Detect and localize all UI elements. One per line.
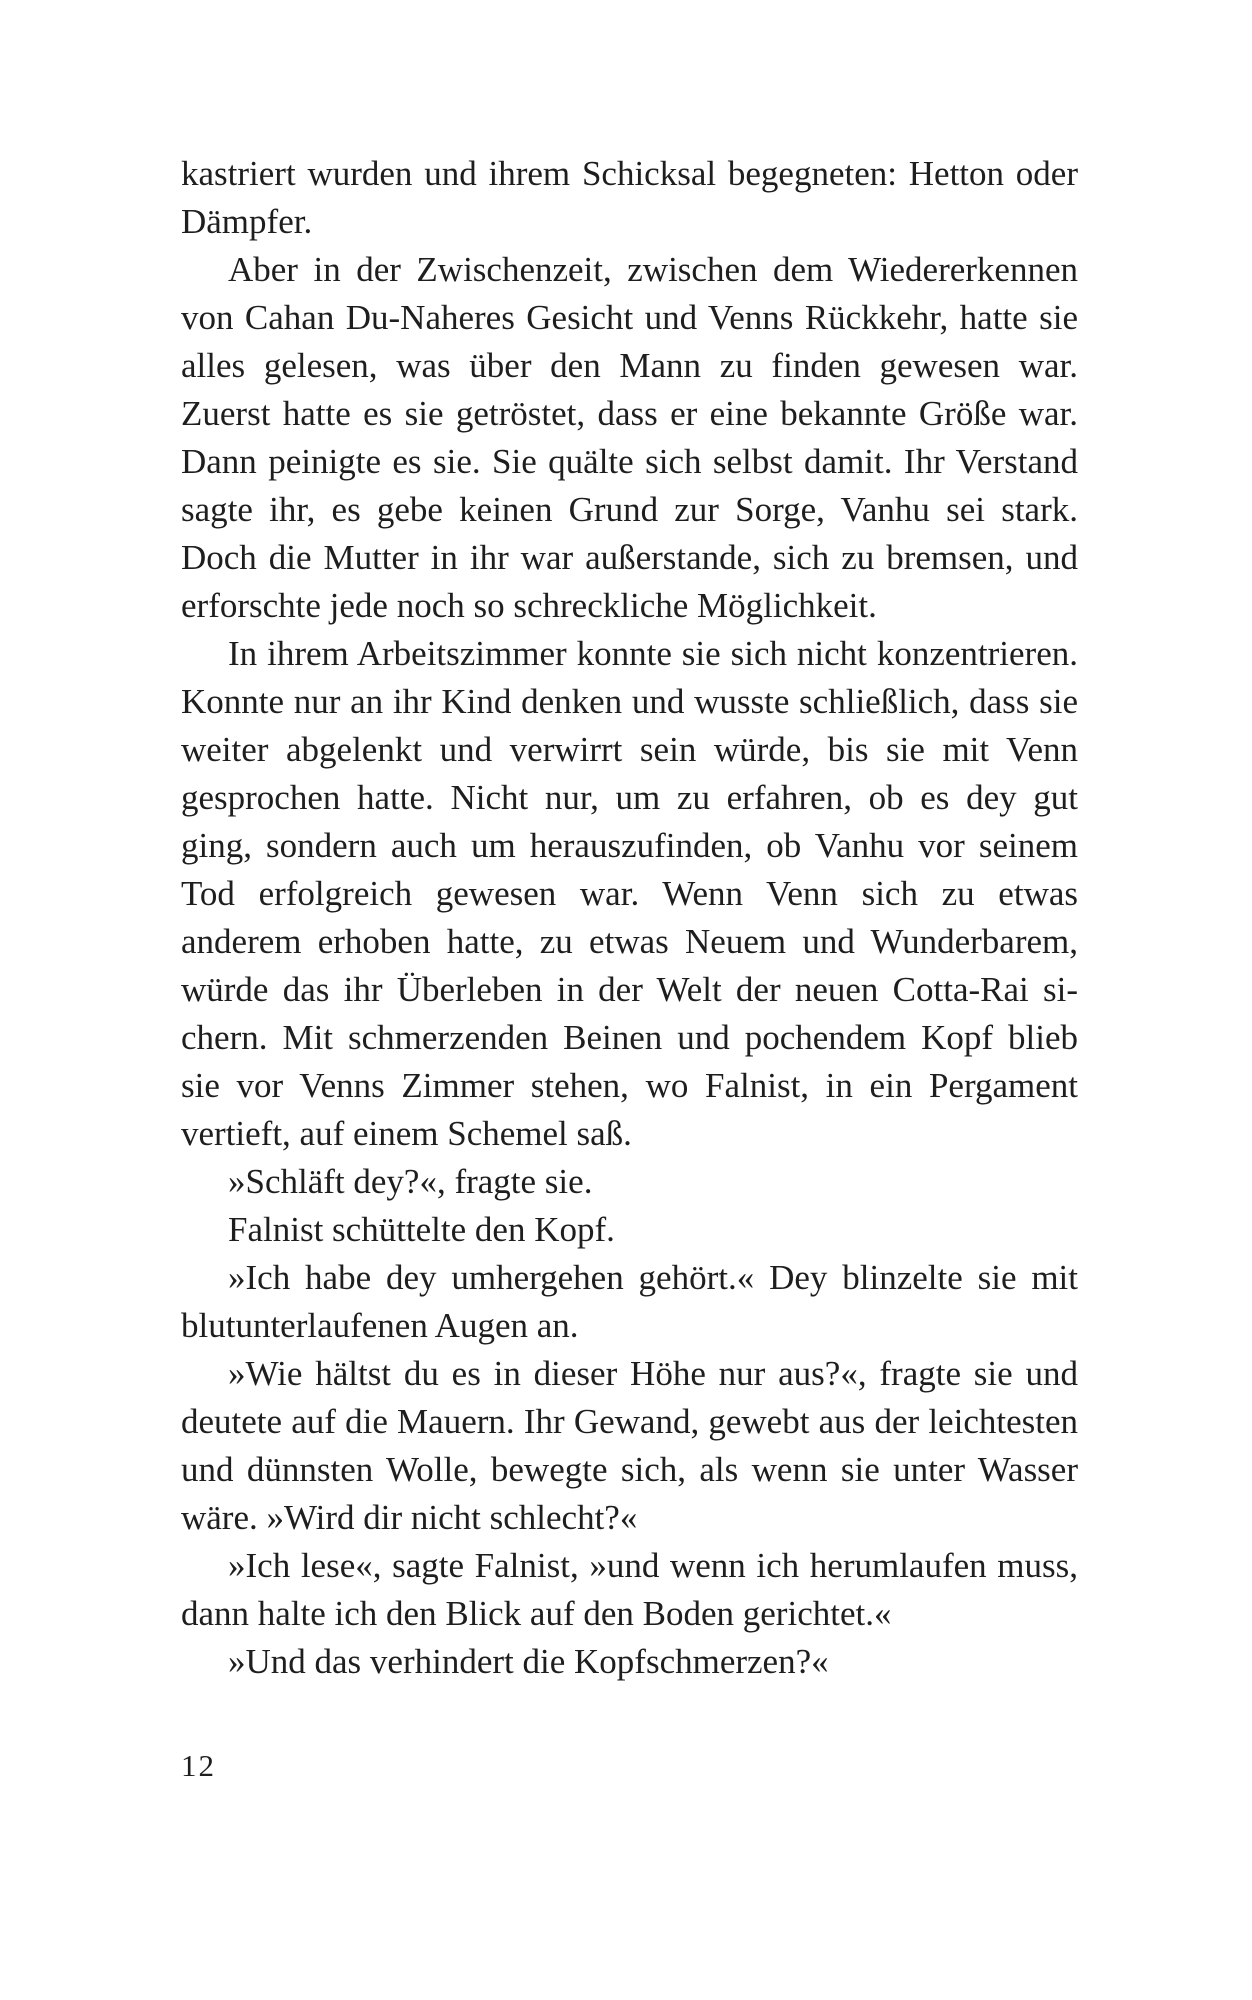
paragraph-7: »Wie hältst du es in dieser Höhe nur aus?«, fragte sie und deutete auf die Mauern. Ihr Gewand, gewebt aus der leichtesten und dünnsten Wolle, bewegte sich, als wenn sie unter Wasser wäre. »Wird dir nicht schlecht?« — [181, 1354, 1078, 1537]
paragraph-9: »Und das verhindert die Kopfschmerzen?« — [228, 1642, 829, 1681]
paragraph-4: »Schläft dey?«, fragte sie. — [228, 1162, 593, 1201]
paragraph-3: In ihrem Arbeitszimmer konnte sie sich nicht konzentrieren. Konnte nur an ihr Kind denken und wusste schließlich, dass sie weiter abgelenkt und verwirrt sein würde, bis sie mit Venn gesprochen hatte. Nicht nur, um zu erfahren, ob es dey gut ging, sondern auch um herauszufinden, ob Vanhu vor seinem Tod erfolgreich gewesen war. Wenn Venn sich zu etwas anderem erhoben hatte, zu etwas Neuem und Wunderbarem, würde das ihr Überleben in der Welt der neuen Cotta-Rai sichern. Mit schmerzenden Beinen und pochendem Kopf blieb sie vor Venns Zimmer stehen, wo Falnist, in ein Pergament vertieft, auf einem Schemel saß. — [181, 634, 1078, 1153]
paragraph-6: »Ich habe dey umhergehen gehört.« Dey blinzelte sie mit blutunterlaufenen Augen an. — [181, 1258, 1078, 1345]
page-number: 12 — [181, 1748, 216, 1783]
paragraph-8: »Ich lese«, sagte Falnist, »und wenn ich herumlaufen muss, dann halte ich den Blick auf den Boden gerichtet.« — [181, 1546, 1078, 1633]
body-text — [181, 150, 1078, 1686]
paragraph-5: Falnist schüttelte den Kopf. — [228, 1210, 615, 1249]
paragraph-2: Aber in der Zwischenzeit, zwischen dem Wiedererkennen von Cahan Du-Naheres Gesicht und Venns Rückkehr, hatte sie alles gelesen, was über den Mann zu finden gewesen war. Zuerst hatte es sie getröstet, dass er eine bekannte Größe war. Dann peinigte es sie. Sie quälte sich selbst damit. Ihr Verstand sagte ihr, es gebe keinen Grund zur Sorge, Vanhu sei stark. Doch die Mutter in ihr war außerstande, sich zu bremsen, und erforschte jede noch so schreckliche Möglichkeit. — [181, 250, 1078, 625]
paragraph-1: kastriert wurden und ihrem Schicksal begegneten: Hetton oder Dämpfer. — [181, 154, 1078, 241]
